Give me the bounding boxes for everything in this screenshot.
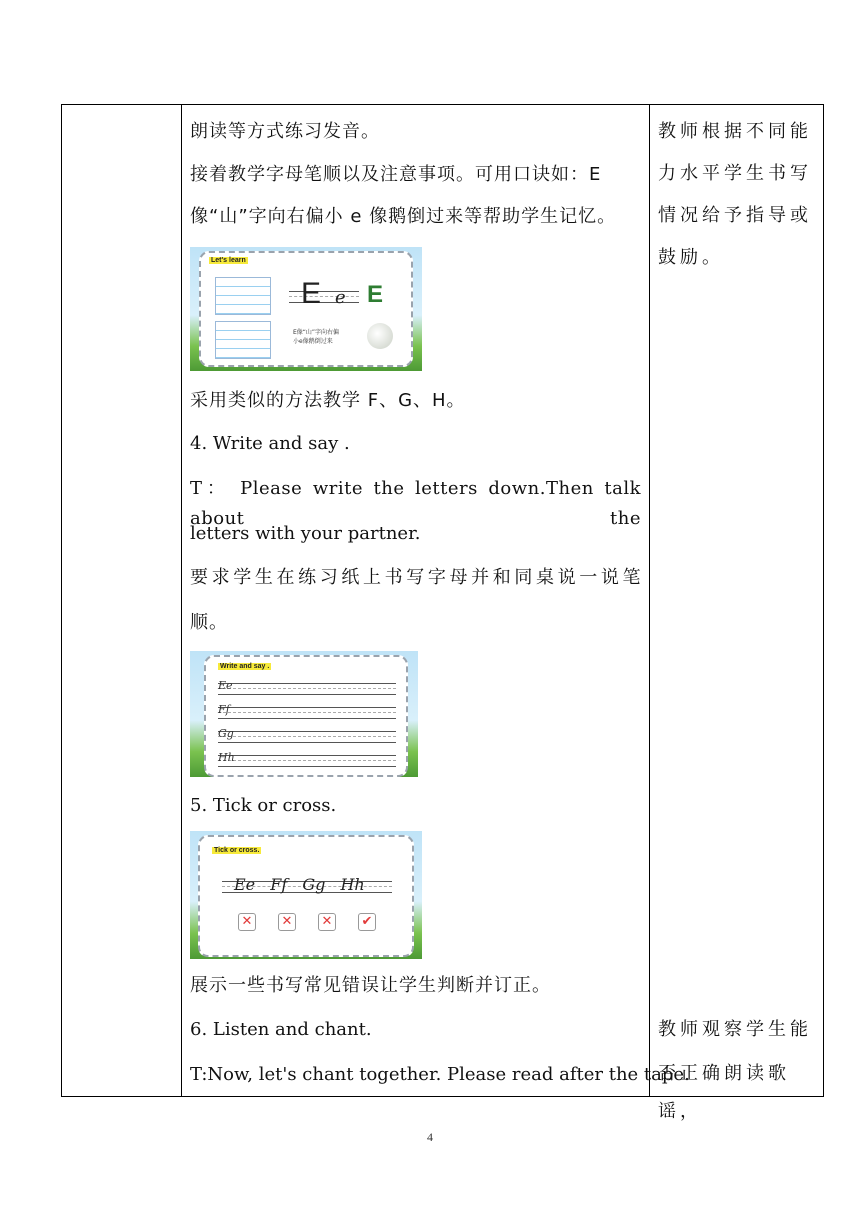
letter-pair: Hh [218, 751, 235, 764]
text-line: 朗读等方式练习发音。 [190, 121, 380, 142]
slide-card [204, 655, 408, 777]
text-line: 情况给予指导或 [658, 205, 812, 226]
slide-title: Let's learn [211, 257, 246, 264]
lets-learn-slide [190, 247, 422, 371]
cross-icon: ✕ [238, 913, 256, 931]
letter-pair: Ff [218, 703, 230, 716]
goose-icon [367, 323, 393, 349]
writing-line [218, 683, 396, 695]
text-line: 像“山”字向右偏小 e 像鹅倒过来等帮助学生记忆。 [190, 206, 617, 227]
caption-line: 小e像鹅倒过来 [293, 338, 333, 345]
writing-line [218, 731, 396, 743]
practice-box [215, 321, 271, 359]
text-line: 接着教学字母笔顺以及注意事项。可用口诀如：E [190, 164, 602, 185]
letter-staff [289, 291, 359, 303]
text-line: 教师观察学生能 [658, 1019, 812, 1040]
slide-card [199, 251, 413, 367]
print-letter: E [367, 281, 384, 308]
slide-title: Write and say . [220, 663, 270, 670]
lesson-table [61, 104, 824, 1122]
text-line: T:Now, let's chant together. Please read after the tape. [190, 1064, 690, 1085]
text-line: 6. Listen and chant. [190, 1019, 372, 1040]
page-number: 4 [427, 1130, 433, 1144]
tick-or-cross-slide [190, 831, 422, 959]
writing-line [218, 707, 396, 719]
slide-card [198, 835, 414, 957]
text-line: 力水平学生书写 [658, 163, 812, 184]
cross-icon: ✕ [318, 913, 336, 931]
letter-row: Ee Ff Gg Hh [234, 875, 365, 894]
text-line: 展示一些书写常见错误让学生判断并订正。 [190, 975, 551, 996]
text-line: 4. Write and say . [190, 433, 350, 454]
check-icon: ✔ [358, 913, 376, 931]
big-letter-upper: E [301, 277, 322, 310]
column-divider-1 [181, 105, 182, 1096]
text-line: letters with your partner. [190, 523, 421, 544]
text-line: T： Please write the letters down.Then talk about the [190, 478, 641, 529]
text-line: 顺。 [190, 612, 228, 633]
letter-pair: Gg [218, 727, 234, 740]
text-line: 鼓励。 [658, 247, 724, 268]
write-and-say-slide [190, 651, 418, 777]
letter-pair: Ee [218, 679, 233, 692]
text-line: 采用类似的方法教学 F、G、H。 [190, 390, 466, 411]
cross-icon: ✕ [278, 913, 296, 931]
practice-box [215, 277, 271, 315]
text-line: 要求学生在练习纸上书写字母并和同桌说一说笔 [190, 567, 641, 588]
caption-line: E像“山”字向右偏 [293, 329, 340, 336]
writing-line [218, 755, 396, 767]
text-line: 5. Tick or cross. [190, 795, 337, 816]
slide-title: Tick or cross. [214, 847, 260, 854]
big-letter-lower: e [335, 287, 346, 308]
column-divider-2 [649, 105, 650, 1096]
text-line: 教师根据不同能 [658, 121, 812, 142]
text-line: 否正确朗读歌谣， [658, 1063, 790, 1122]
